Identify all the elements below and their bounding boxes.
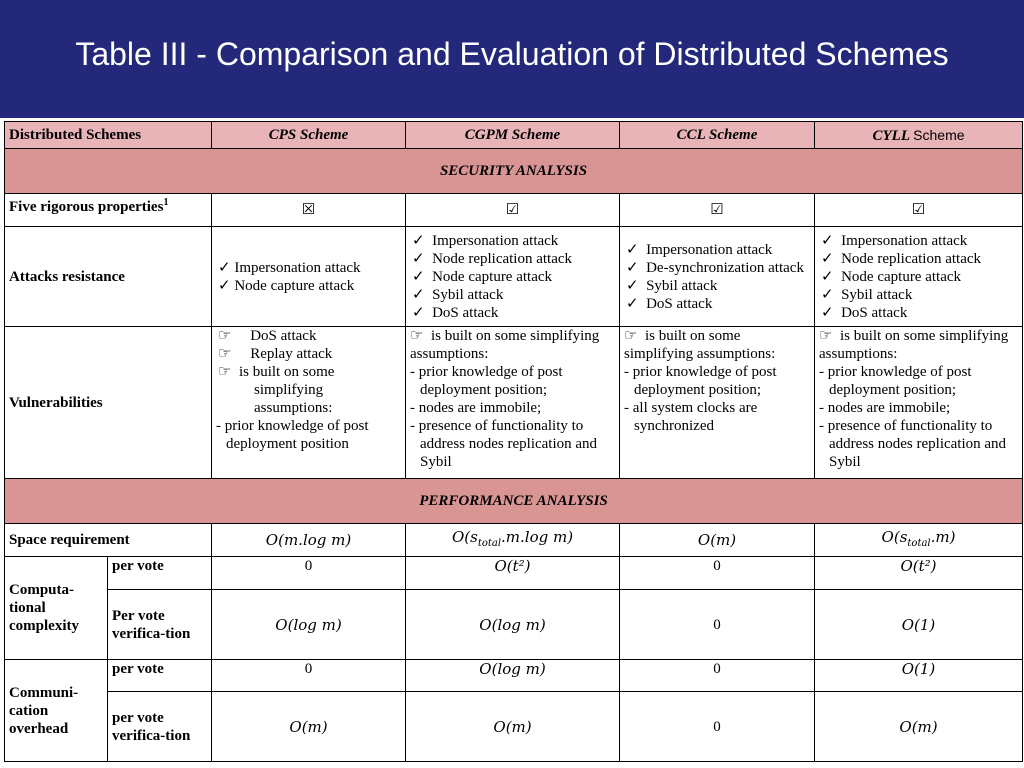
vulns-cgpm <box>406 327 620 479</box>
list-item-text: Sybil attack <box>646 277 718 294</box>
vulns-cps-tail: - prior knowledge of post deployment position <box>216 418 369 452</box>
list-item <box>216 277 401 295</box>
list-item <box>410 286 615 304</box>
five-properties-text: Five rigorous properties <box>9 199 164 215</box>
list-item <box>819 250 1018 268</box>
pointing-hand-icon: ☞ <box>624 328 638 344</box>
attacks-label: Attacks resistance <box>5 227 212 327</box>
math-part: .m) <box>930 527 956 546</box>
list-item <box>216 327 401 345</box>
vulns-lead-text: is built on some simplifying assumptions: <box>624 328 776 362</box>
list-item <box>410 304 615 322</box>
check-icon: ✓ <box>821 268 834 285</box>
list-item-text: Impersonation attack <box>841 232 968 249</box>
list-item-text: DoS attack <box>841 304 908 321</box>
list-item-text: Impersonation attack <box>234 259 361 276</box>
pointing-hand-icon: ☞ <box>410 328 424 344</box>
list-item <box>819 268 1018 286</box>
pointing-hand-icon: ☞ <box>218 364 232 380</box>
check-icon: ✓ <box>626 259 639 276</box>
check-icon: ✓ <box>821 232 834 249</box>
comm-per-vote-cyll: O(1) <box>815 660 1023 692</box>
pointing-hand-icon: ☞ <box>218 346 232 362</box>
vulns-ccl-lead <box>624 327 810 363</box>
comm-verif-cps: O(m) <box>212 692 406 762</box>
list-item <box>216 259 401 277</box>
comparison-table <box>4 121 1023 762</box>
header-cyll <box>815 122 1023 149</box>
row-space <box>5 524 1023 557</box>
section-security-label: SECURITY ANALYSIS <box>5 149 1023 194</box>
attacks-cps <box>212 227 406 327</box>
comm-verif-label: per vote verifica-tion <box>108 692 212 762</box>
header-row <box>5 122 1023 149</box>
header-cps: CPS Scheme <box>212 122 406 149</box>
list-item-text: Sybil attack <box>841 286 913 303</box>
list-item <box>819 304 1018 322</box>
list-item <box>624 241 810 259</box>
five-properties-label <box>5 194 212 227</box>
check-icon: ✓ <box>821 286 834 303</box>
comm-verif-cyll: O(m) <box>815 692 1023 762</box>
header-ccl: CCL Scheme <box>620 122 815 149</box>
vulns-cyll <box>815 327 1023 479</box>
comm-per-vote-cgpm: O(log m) <box>406 660 620 692</box>
check-icon: ✓ <box>821 304 834 321</box>
vuln-item: - presence of functionality to address nodes replication and Sybil <box>410 418 598 470</box>
vuln-item: - prior knowledge of post deployment position; <box>819 364 972 398</box>
check-icon: ✓ <box>412 250 425 267</box>
row-five-properties <box>5 194 1023 227</box>
list-item-text: Sybil attack <box>432 286 504 303</box>
list-item <box>819 286 1018 304</box>
comp-verif-cps: O(log m) <box>212 590 406 660</box>
vuln-item: - nodes are immobile; <box>819 400 951 416</box>
list-item-text: Impersonation attack <box>432 232 559 249</box>
vuln-item: - prior knowledge of post deployment position; <box>410 364 563 398</box>
section-security <box>5 149 1023 194</box>
checked-box-icon: ☑ <box>710 202 724 218</box>
check-icon: ✓ <box>821 250 834 267</box>
header-distributed-schemes: Distributed Schemes <box>5 122 212 149</box>
list-item <box>410 268 615 286</box>
attacks-cyll <box>815 227 1023 327</box>
row-attacks <box>5 227 1023 327</box>
check-icon: ✓ <box>218 277 231 294</box>
row-comm-per-vote <box>5 660 1023 692</box>
vuln-item: - presence of functionality to address nodes replication and Sybil <box>819 418 1007 470</box>
five-properties-sup: 1 <box>163 197 169 208</box>
comp-per-vote-cps: 0 <box>212 557 406 590</box>
check-icon: ✓ <box>412 232 425 249</box>
space-label: Space requirement <box>5 524 212 557</box>
props-cps <box>212 194 406 227</box>
row-comp-verification <box>5 590 1023 660</box>
list-item-text: Node replication attack <box>432 250 573 267</box>
header-cyll-name: CYLL <box>872 127 910 144</box>
math-part: O(s <box>451 527 478 546</box>
math-part: O(s <box>881 527 908 546</box>
comm-per-vote-ccl: 0 <box>620 660 815 692</box>
props-ccl <box>620 194 815 227</box>
vulns-cps-list <box>216 327 401 417</box>
vulns-lead-text: is built on some simplifying assumptions: <box>410 328 600 362</box>
section-performance-label: PERFORMANCE ANALYSIS <box>5 479 1023 524</box>
attacks-ccl <box>620 227 815 327</box>
attacks-cyll-list <box>819 232 1018 322</box>
math-subscript: total <box>907 537 931 549</box>
math-subscript: total <box>477 537 502 549</box>
comp-verif-cgpm: O(log m) <box>406 590 620 660</box>
vuln-item: - all system clocks are synchronized <box>624 400 758 434</box>
vulns-ccl <box>620 327 815 479</box>
space-cps: O(m.log m) <box>212 524 406 557</box>
list-item <box>819 232 1018 250</box>
row-comm-verification <box>5 692 1023 762</box>
comp-verif-ccl: 0 <box>620 590 815 660</box>
list-item <box>216 345 401 363</box>
header-cgpm: CGPM Scheme <box>406 122 620 149</box>
space-cyll <box>815 524 1023 557</box>
check-icon: ✓ <box>412 268 425 285</box>
list-item <box>410 250 615 268</box>
list-item <box>410 232 615 250</box>
vulnerabilities-label: Vulnerabilities <box>5 327 212 479</box>
header-cyll-scheme: Scheme <box>913 126 965 143</box>
list-item <box>624 277 810 295</box>
vulns-cyll-lead <box>819 327 1018 363</box>
checked-box-icon: ☑ <box>911 202 926 218</box>
props-cgpm <box>406 194 620 227</box>
attacks-ccl-list <box>624 241 810 313</box>
pointing-hand-icon: ☞ <box>218 328 232 344</box>
list-item <box>624 259 810 277</box>
checked-box-icon: ☑ <box>505 202 520 218</box>
list-item-text: Node capture attack <box>841 268 962 285</box>
comm-per-vote-cps: 0 <box>212 660 406 692</box>
props-cyll <box>815 194 1023 227</box>
list-item <box>624 295 810 313</box>
row-vulnerabilities <box>5 327 1023 479</box>
comp-per-vote-ccl: 0 <box>620 557 815 590</box>
vulns-cps <box>212 327 406 479</box>
comp-per-vote-cgpm: O(t²) <box>406 557 620 590</box>
comp-per-vote-label: per vote <box>108 557 212 590</box>
list-item-text: Replay attack <box>250 346 333 362</box>
list-item-text: De-synchronization attack <box>646 259 804 276</box>
list-item-text: DoS attack <box>432 304 499 321</box>
vuln-item: - nodes are immobile; <box>410 400 542 416</box>
slide-title: Table III - Comparison and Evaluation of Distributed Schemes <box>75 36 949 72</box>
list-item <box>216 363 401 417</box>
comp-label: Computa-tional complexity <box>5 557 108 660</box>
attacks-cps-list <box>216 259 401 295</box>
comp-verif-cyll: O(1) <box>815 590 1023 660</box>
list-item-text: Node replication attack <box>841 250 982 267</box>
check-icon: ✓ <box>412 304 425 321</box>
list-item-text: is built on some simplifying assumptions: <box>238 364 335 416</box>
comp-verif-label: Per vote verifica-tion <box>108 590 212 660</box>
space-ccl: O(m) <box>620 524 815 557</box>
list-item-text: Impersonation attack <box>646 241 773 258</box>
math-part: .m.log m) <box>501 527 574 546</box>
comp-per-vote-cyll: O(t²) <box>815 557 1023 590</box>
list-item-text: DoS attack <box>646 295 713 312</box>
section-performance <box>5 479 1023 524</box>
check-icon: ✓ <box>412 286 425 303</box>
check-icon: ✓ <box>218 259 231 276</box>
vulns-cgpm-lead <box>410 327 615 363</box>
check-icon: ✓ <box>626 295 639 312</box>
check-icon: ✓ <box>626 241 639 258</box>
vuln-item: - prior knowledge of post deployment position; <box>624 364 777 398</box>
comm-verif-ccl: 0 <box>620 692 815 762</box>
list-item-text: Node capture attack <box>432 268 553 285</box>
list-item-text: Node capture attack <box>234 277 355 294</box>
list-item-text: DoS attack <box>250 328 317 344</box>
vulns-lead-text: is built on some simplifying assumptions: <box>819 328 1009 362</box>
comm-label: Communi-cation overhead <box>5 660 108 762</box>
crossed-box-icon: ☒ <box>301 202 316 218</box>
comm-verif-cgpm: O(m) <box>406 692 620 762</box>
check-icon: ✓ <box>626 277 639 294</box>
attacks-cgpm-list <box>410 232 615 322</box>
space-cgpm <box>406 524 620 557</box>
comm-per-vote-label: per vote <box>108 660 212 692</box>
row-comp-per-vote <box>5 557 1023 590</box>
pointing-hand-icon: ☞ <box>819 328 833 344</box>
attacks-cgpm <box>406 227 620 327</box>
